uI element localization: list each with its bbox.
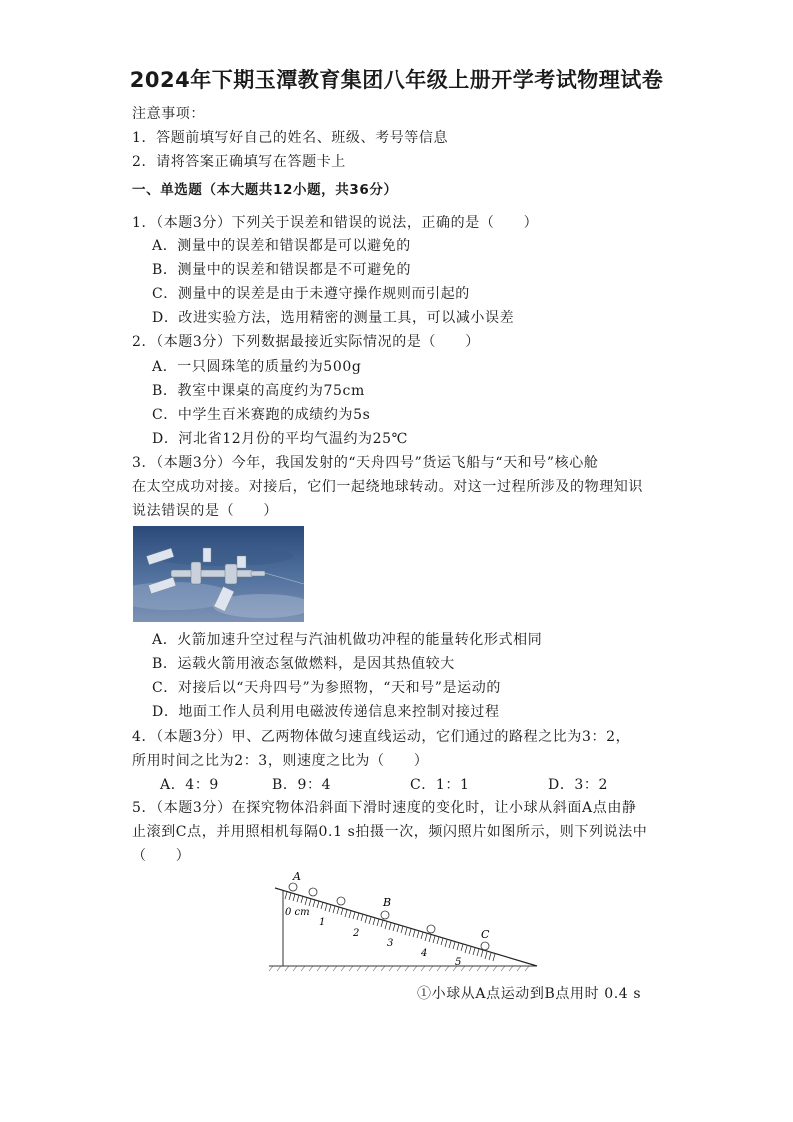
ruler-mark: 2 <box>353 928 360 939</box>
q3-option-c: C．对接后以“天舟四号”为参照物，“天和号”是运动的 <box>152 680 501 696</box>
question-5-stem: （ ） <box>132 848 191 864</box>
ball-position <box>309 888 317 896</box>
question-2-stem: 2．（本题3分）下列数据最接近实际情况的是（ ） <box>132 334 480 350</box>
ruler-mark: 5 <box>455 957 462 968</box>
space-station-photo <box>133 526 304 622</box>
ball-position <box>481 942 489 950</box>
label-b: B <box>383 896 392 909</box>
question-5-stem: 5．（本题3分）在探究物体沿斜面下滑时速度的变化时，让小球从斜面A点由静 <box>132 800 637 816</box>
question-3-stem: 3．（本题3分）今年，我国发射的“天舟四号”货运飞船与“天和号”核心舱 <box>132 455 599 471</box>
question-4-stem: 所用时间之比为2：3，则速度之比为（ ） <box>132 753 429 769</box>
question-4-stem: 4．（本题3分）甲、乙两物体做匀速直线运动，它们通过的路程之比为3：2， <box>132 729 631 745</box>
q1-option-d: D．改进实验方法，选用精密的测量工具，可以减小误差 <box>152 310 515 326</box>
notice-item: 2．请将答案正确填写在答题卡上 <box>132 154 346 170</box>
q1-option-c: C．测量中的误差是由于未遵守操作规则而引起的 <box>152 286 470 302</box>
section-heading: 一、单选题（本大题共12小题，共36分） <box>132 182 398 198</box>
ruler-mark: 3 <box>387 938 394 949</box>
label-a: A <box>293 870 301 883</box>
incline-diagram <box>265 870 545 974</box>
ball-position <box>337 897 345 905</box>
question-1-stem: 1．（本题3分）下列关于误差和错误的说法，正确的是（ ） <box>132 215 539 231</box>
q3-option-d: D．地面工作人员利用电磁波传递信息来控制对接过程 <box>152 704 500 720</box>
q4-option-c: C．1：1 <box>410 777 470 793</box>
ruler-zero: 0 cm <box>285 907 310 918</box>
question-3-stem: 说法错误的是（ ） <box>132 503 278 519</box>
ball-position <box>427 925 435 933</box>
q4-option-b: B．9：4 <box>272 777 332 793</box>
q3-option-b: B．运载火箭用液态氢做燃料，是因其热值较大 <box>152 656 455 672</box>
notice-heading: 注意事项： <box>132 106 205 122</box>
ball-position <box>289 883 297 891</box>
q4-option-d: D．3：2 <box>548 777 609 793</box>
q2-option-c: C．中学生百米赛跑的成绩约为5s <box>152 407 371 423</box>
question-5-stem: 止滚到C点，并用照相机每隔0.1 s拍摄一次，频闪照片如图所示，则下列说法中 <box>132 824 648 840</box>
ruler-mark: 1 <box>319 917 326 928</box>
q3-option-a: A．火箭加速升空过程与汽油机做功冲程的能量转化形式相同 <box>152 632 543 648</box>
q2-option-d: D．河北省12月份的平均气温约为25℃ <box>152 431 408 447</box>
ball-position <box>381 911 389 919</box>
q2-option-a: A．一只圆珠笔的质量约为500g <box>152 359 362 375</box>
ruler-mark: 4 <box>421 948 428 959</box>
q5-statement-1: ①小球从A点运动到B点用时 0.4 s <box>417 986 642 1002</box>
q1-option-b: B．测量中的误差和错误都是不可避免的 <box>152 262 412 278</box>
label-c: C <box>481 928 490 941</box>
question-3-stem: 在太空成功对接。对接后，它们一起绕地球转动。对这一过程所涉及的物理知识 <box>132 479 643 495</box>
q4-option-a: A．4：9 <box>160 777 219 793</box>
q1-option-a: A．测量中的误差和错误都是可以避免的 <box>152 238 411 254</box>
notice-item: 1．答题前填写好自己的姓名、班级、考号等信息 <box>132 130 449 146</box>
q2-option-b: B．教室中课桌的高度约为75cm <box>152 383 365 399</box>
page-title: 2024年下期玉潭教育集团八年级上册开学考试物理试卷 <box>129 68 664 92</box>
